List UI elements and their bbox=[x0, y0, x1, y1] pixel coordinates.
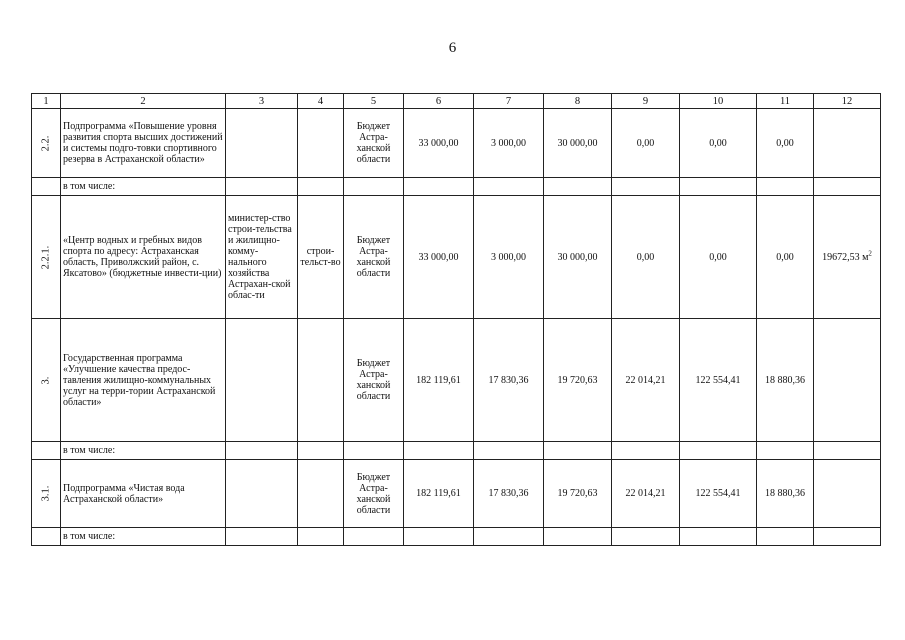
column-number-row bbox=[32, 94, 881, 109]
executor-cell bbox=[226, 319, 298, 442]
sub-label: в том числе: bbox=[61, 528, 226, 546]
amount-cell: 30 000,00 bbox=[544, 196, 612, 319]
activity-cell bbox=[298, 460, 344, 528]
table-row bbox=[32, 319, 881, 442]
column-header: 10 bbox=[680, 94, 757, 109]
sub-label: в том числе: bbox=[61, 442, 226, 460]
program-table bbox=[31, 93, 881, 546]
amount-cell: 30 000,00 bbox=[544, 109, 612, 178]
table-row bbox=[32, 442, 881, 460]
indicator-cell bbox=[814, 460, 881, 528]
amount-cell: 182 119,61 bbox=[404, 319, 474, 442]
amount-cell: 22 014,21 bbox=[612, 460, 680, 528]
amount-cell: 0,00 bbox=[757, 109, 814, 178]
amount-cell: 0,00 bbox=[612, 109, 680, 178]
amount-cell: 19 720,63 bbox=[544, 319, 612, 442]
item-name-cell: Государственная программа «Улучшение качества предос-тавления жилищно-коммунальных услуг на терри-тории Астраханской области» bbox=[61, 319, 226, 442]
amount-cell: 122 554,41 bbox=[680, 319, 757, 442]
amount-cell: 182 119,61 bbox=[404, 460, 474, 528]
activity-cell: строи-тельст-во bbox=[298, 196, 344, 319]
amount-cell: 33 000,00 bbox=[404, 109, 474, 178]
table-row bbox=[32, 528, 881, 546]
amount-cell: 33 000,00 bbox=[404, 196, 474, 319]
table-row bbox=[32, 460, 881, 528]
column-header: 12 bbox=[814, 94, 881, 109]
amount-cell: 18 880,36 bbox=[757, 460, 814, 528]
amount-cell: 19 720,63 bbox=[544, 460, 612, 528]
amount-cell: 3 000,00 bbox=[474, 196, 544, 319]
column-header: 6 bbox=[404, 94, 474, 109]
funding-source-cell: Бюджет Астра-ханской области bbox=[344, 109, 404, 178]
column-header: 4 bbox=[298, 94, 344, 109]
indicator-cell bbox=[814, 109, 881, 178]
row-number-cell: 2.2. bbox=[32, 109, 61, 178]
item-name-cell: Подпрограмма «Повышение уровня развития спорта высших достижений и системы подго-товки спортивного резерва в Астраханской области» bbox=[61, 109, 226, 178]
amount-cell: 0,00 bbox=[612, 196, 680, 319]
amount-cell: 122 554,41 bbox=[680, 460, 757, 528]
column-header: 3 bbox=[226, 94, 298, 109]
indicator-cell bbox=[814, 319, 881, 442]
amount-cell: 0,00 bbox=[680, 196, 757, 319]
amount-cell: 22 014,21 bbox=[612, 319, 680, 442]
amount-cell: 17 830,36 bbox=[474, 460, 544, 528]
funding-source-cell: Бюджет Астра-ханской области bbox=[344, 460, 404, 528]
column-header: 11 bbox=[757, 94, 814, 109]
row-number-cell: 2.2.1. bbox=[32, 196, 61, 319]
column-header: 8 bbox=[544, 94, 612, 109]
sub-label: в том числе: bbox=[61, 178, 226, 196]
indicator-cell: 19672,53 $м^2$ bbox=[814, 196, 881, 319]
column-header: 1 bbox=[32, 94, 61, 109]
row-number-cell: 3. bbox=[32, 319, 61, 442]
column-header: 5 bbox=[344, 94, 404, 109]
executor-cell bbox=[226, 109, 298, 178]
funding-source-cell: Бюджет Астра-ханской области bbox=[344, 319, 404, 442]
item-name-cell: Подпрограмма «Чистая вода Астраханской области» bbox=[61, 460, 226, 528]
column-header: 7 bbox=[474, 94, 544, 109]
amount-cell: 0,00 bbox=[680, 109, 757, 178]
item-name-cell: «Центр водных и гребных видов спорта по адресу: Астраханская область, Приволжский район, с. Яксатово» (бюджетные инвести-ции) bbox=[61, 196, 226, 319]
executor-cell: министер-ство строи-тельства и жилищно-комму-нального хозяйства Астрахан-ской облас-ти bbox=[226, 196, 298, 319]
amount-cell: 18 880,36 bbox=[757, 319, 814, 442]
row-number-cell: 3.1. bbox=[32, 460, 61, 528]
amount-cell: 3 000,00 bbox=[474, 109, 544, 178]
amount-cell: 0,00 bbox=[757, 196, 814, 319]
funding-source-cell: Бюджет Астра-ханской области bbox=[344, 196, 404, 319]
amount-cell: 17 830,36 bbox=[474, 319, 544, 442]
activity-cell bbox=[298, 109, 344, 178]
activity-cell bbox=[298, 319, 344, 442]
table-row bbox=[32, 109, 881, 178]
column-header: 9 bbox=[612, 94, 680, 109]
executor-cell bbox=[226, 460, 298, 528]
page-number: 6 bbox=[448, 40, 457, 56]
column-header: 2 bbox=[61, 94, 226, 109]
table-row bbox=[32, 178, 881, 196]
table-row bbox=[32, 196, 881, 319]
